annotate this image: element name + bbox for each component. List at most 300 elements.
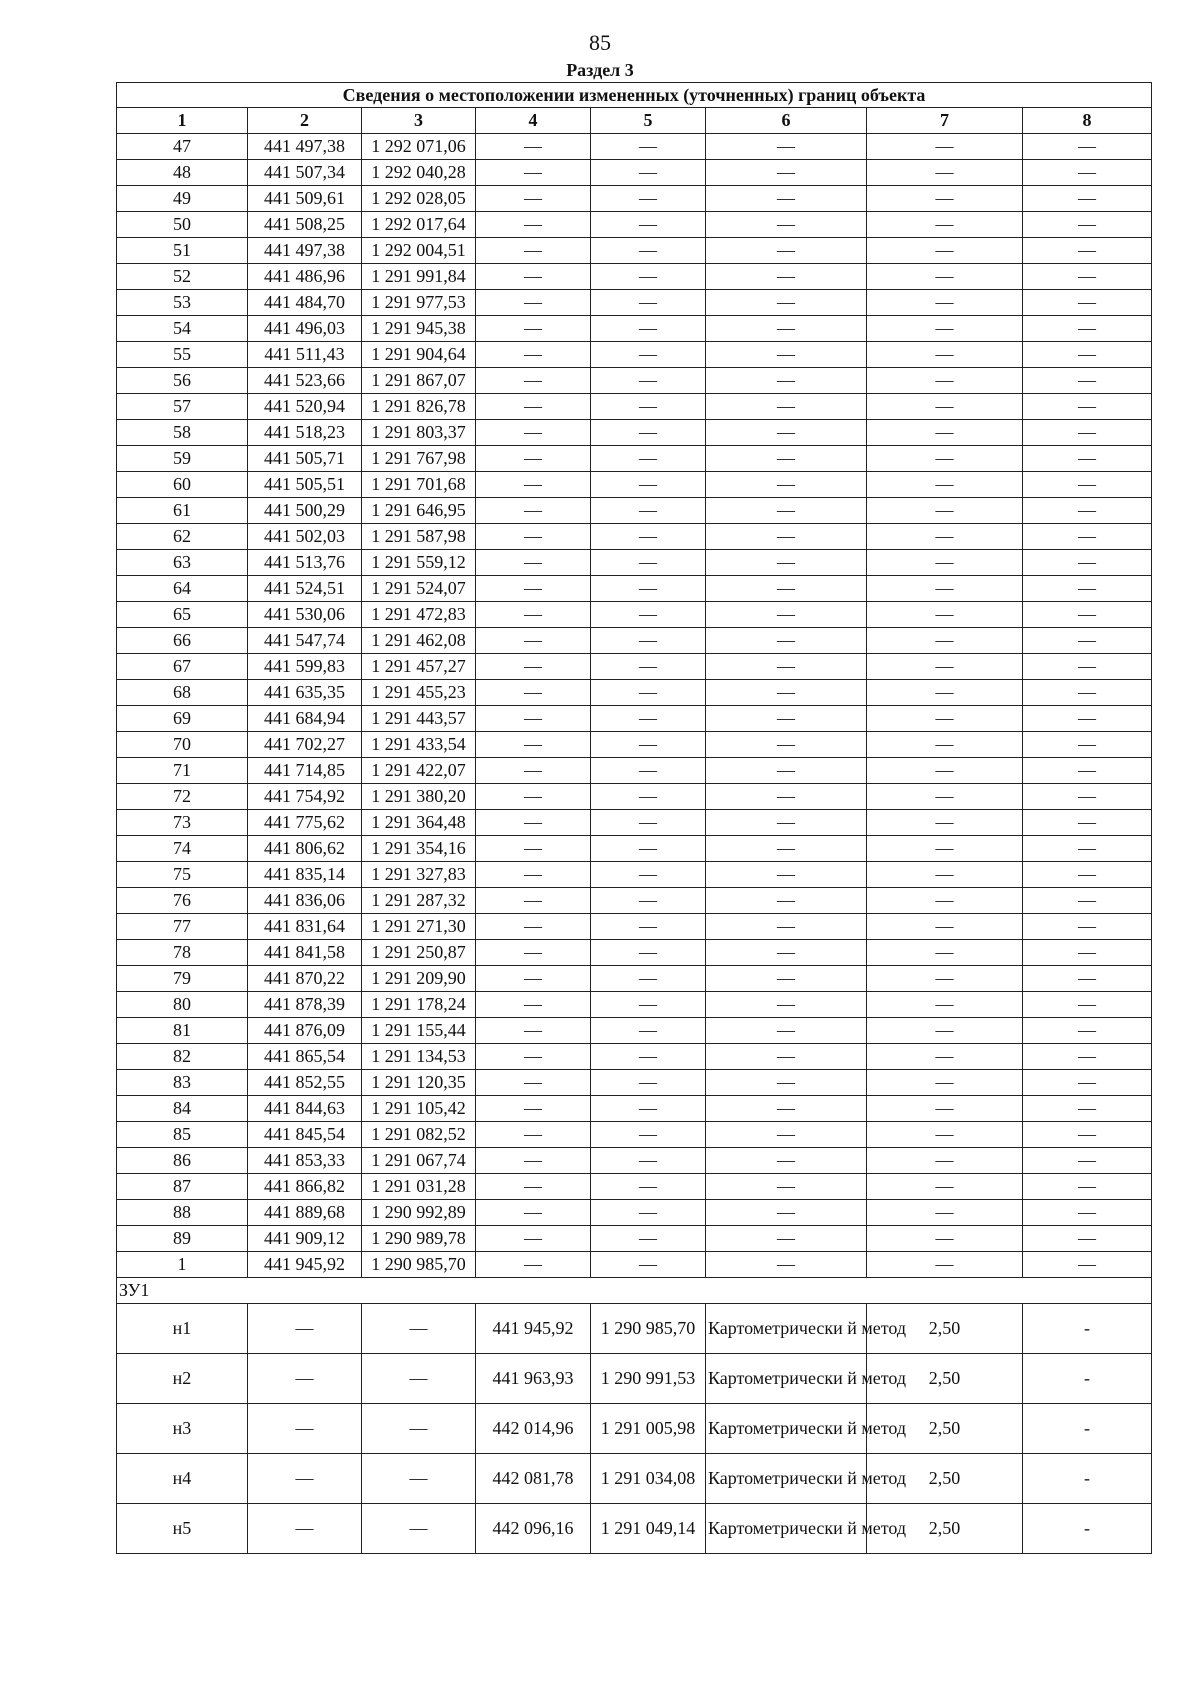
table-cell: 2,50 [867, 1304, 1023, 1354]
table-cell: — [867, 888, 1023, 914]
table-cell: — [1023, 836, 1152, 862]
table-cell: — [591, 810, 706, 836]
table-cell: 1 292 004,51 [362, 238, 476, 264]
table-cell: 87 [117, 1174, 248, 1200]
table-cell: — [591, 732, 706, 758]
table-cell: 441 963,93 [476, 1354, 591, 1404]
table-cell: 1 291 646,95 [362, 498, 476, 524]
table-cell: 441 513,76 [248, 550, 362, 576]
table-cell: 441 511,43 [248, 342, 362, 368]
table-cell: — [1023, 238, 1152, 264]
table-row [117, 758, 1152, 784]
table-cell: — [362, 1304, 476, 1354]
table-cell: — [1023, 654, 1152, 680]
table-cell: — [706, 1122, 867, 1148]
table-cell: — [1023, 992, 1152, 1018]
table-cell: 77 [117, 914, 248, 940]
table-cell: — [1023, 784, 1152, 810]
table-cell: — [1023, 290, 1152, 316]
table-cell: 441 547,74 [248, 628, 362, 654]
table-cell: — [1023, 914, 1152, 940]
table-cell: — [248, 1504, 362, 1554]
table-cell: — [248, 1454, 362, 1504]
group-row [117, 1278, 1152, 1304]
table-cell: 441 865,54 [248, 1044, 362, 1070]
table-cell: — [591, 1174, 706, 1200]
table-cell: — [706, 446, 867, 472]
table-cell: — [706, 1148, 867, 1174]
table-cell: — [1023, 264, 1152, 290]
column-number: 6 [706, 108, 867, 134]
table-cell: — [706, 628, 867, 654]
table-row [117, 160, 1152, 186]
column-number: 2 [248, 108, 362, 134]
table-cell: 2,50 [867, 1454, 1023, 1504]
table-cell: — [706, 706, 867, 732]
table-cell: — [591, 1070, 706, 1096]
table-cell: 441 599,83 [248, 654, 362, 680]
table-row [117, 420, 1152, 446]
table-cell: 2,50 [867, 1354, 1023, 1404]
table-cell: 1 292 071,06 [362, 134, 476, 160]
table-row [117, 836, 1152, 862]
table-cell: — [867, 862, 1023, 888]
table-row [117, 1252, 1152, 1278]
table-cell: — [706, 160, 867, 186]
table-row [117, 238, 1152, 264]
table-cell: — [706, 472, 867, 498]
table-cell: — [476, 1096, 591, 1122]
table-cell: — [591, 446, 706, 472]
table-cell: — [476, 316, 591, 342]
table-cell: — [706, 602, 867, 628]
table-cell: — [476, 706, 591, 732]
table-cell: — [591, 602, 706, 628]
table-cell: — [476, 654, 591, 680]
table-cell: 85 [117, 1122, 248, 1148]
table-cell: — [476, 810, 591, 836]
table-cell: — [867, 1096, 1023, 1122]
table-cell: — [867, 758, 1023, 784]
table-cell: — [591, 186, 706, 212]
table-cell: 441 870,22 [248, 966, 362, 992]
table-row [117, 862, 1152, 888]
table-cell: — [591, 472, 706, 498]
table-cell: — [362, 1504, 476, 1554]
table-cell: — [867, 524, 1023, 550]
table-cell: — [867, 706, 1023, 732]
table-cell: — [476, 758, 591, 784]
table-row [117, 472, 1152, 498]
table-cell: — [476, 784, 591, 810]
table-cell: — [706, 836, 867, 862]
table-cell: — [591, 550, 706, 576]
table-cell: — [1023, 498, 1152, 524]
table-row [117, 1200, 1152, 1226]
table-cell: 1 291 457,27 [362, 654, 476, 680]
table-cell: — [706, 264, 867, 290]
table-cell: н1 [117, 1304, 248, 1354]
table-cell: — [867, 784, 1023, 810]
table-cell: 441 835,14 [248, 862, 362, 888]
table-cell: 86 [117, 1148, 248, 1174]
table-cell: — [248, 1354, 362, 1404]
table-cell: — [1023, 706, 1152, 732]
table-cell: — [706, 420, 867, 446]
table-cell: 1 292 040,28 [362, 160, 476, 186]
table-cell: н2 [117, 1354, 248, 1404]
table-cell: — [476, 1044, 591, 1070]
table-cell: 61 [117, 498, 248, 524]
table-cell: 1 291 422,07 [362, 758, 476, 784]
table-cell: — [476, 472, 591, 498]
table-cell: — [591, 940, 706, 966]
table-cell: — [706, 654, 867, 680]
table-cell: 1 292 017,64 [362, 212, 476, 238]
table-cell: 1 291 034,08 [591, 1454, 706, 1504]
table-cell: 1 291 559,12 [362, 550, 476, 576]
table-cell: 441 866,82 [248, 1174, 362, 1200]
table-cell: — [1023, 628, 1152, 654]
table-cell: 1 291 005,98 [591, 1404, 706, 1454]
table-cell: — [867, 160, 1023, 186]
table-cell: 1 291 067,74 [362, 1148, 476, 1174]
table-cell: — [591, 368, 706, 394]
table-cell: — [706, 1018, 867, 1044]
table-row [117, 1070, 1152, 1096]
table-cell: н3 [117, 1404, 248, 1454]
table-cell: — [1023, 680, 1152, 706]
table-cell: — [476, 836, 591, 862]
table-cell: — [476, 160, 591, 186]
table-cell: — [591, 1252, 706, 1278]
table-cell: н4 [117, 1454, 248, 1504]
table-cell: 58 [117, 420, 248, 446]
table-cell: — [476, 576, 591, 602]
table-cell: — [706, 1174, 867, 1200]
table-row [117, 1018, 1152, 1044]
table-cell: — [867, 368, 1023, 394]
table-cell: 1 290 992,89 [362, 1200, 476, 1226]
table-cell: — [706, 732, 867, 758]
table-cell: — [867, 212, 1023, 238]
table-row [117, 706, 1152, 732]
table-cell: — [476, 290, 591, 316]
table-cell: — [591, 212, 706, 238]
table-cell: — [591, 862, 706, 888]
table-cell: — [1023, 940, 1152, 966]
table-cell: — [362, 1354, 476, 1404]
table-cell: — [1023, 1252, 1152, 1278]
table-cell: 441 507,34 [248, 160, 362, 186]
table-cell: — [706, 992, 867, 1018]
table-cell: — [867, 1122, 1023, 1148]
table-cell: 1 291 287,32 [362, 888, 476, 914]
table-cell: 1 291 364,48 [362, 810, 476, 836]
table-cell: 441 523,66 [248, 368, 362, 394]
table-cell: 441 505,51 [248, 472, 362, 498]
table-cell: 442 096,16 [476, 1504, 591, 1554]
table-cell: — [867, 1252, 1023, 1278]
table-cell: — [1023, 368, 1152, 394]
table-caption-row [117, 83, 1152, 108]
table-cell: - [1023, 1404, 1152, 1454]
group-section [117, 1278, 1152, 1304]
table-cell: — [867, 290, 1023, 316]
table-cell: 441 806,62 [248, 836, 362, 862]
table-cell: — [706, 342, 867, 368]
table-cell: — [476, 992, 591, 1018]
table-cell: 67 [117, 654, 248, 680]
table-cell: 81 [117, 1018, 248, 1044]
table-cell: — [1023, 550, 1152, 576]
table-cell: — [476, 602, 591, 628]
table-row [117, 1454, 1152, 1504]
table-row [117, 446, 1152, 472]
table-cell: — [706, 186, 867, 212]
table-cell: Картометрически й метод [706, 1304, 867, 1354]
table-cell: — [867, 264, 1023, 290]
table-cell: 441 505,71 [248, 446, 362, 472]
table-cell: — [867, 394, 1023, 420]
table-cell: — [591, 134, 706, 160]
table-cell: — [591, 498, 706, 524]
table-cell: 1 291 455,23 [362, 680, 476, 706]
table-cell: — [867, 940, 1023, 966]
table-cell: 82 [117, 1044, 248, 1070]
table-cell: — [476, 498, 591, 524]
table-cell: 1 291 945,38 [362, 316, 476, 342]
table-cell: — [706, 1226, 867, 1252]
table-row [117, 1226, 1152, 1252]
table-row [117, 290, 1152, 316]
table-cell: 441 945,92 [248, 1252, 362, 1278]
table-cell: — [1023, 212, 1152, 238]
table-cell: — [706, 1200, 867, 1226]
table-cell: 441 496,03 [248, 316, 362, 342]
table-cell: 57 [117, 394, 248, 420]
table-cell: 441 852,55 [248, 1070, 362, 1096]
table-cell: 1 291 082,52 [362, 1122, 476, 1148]
table-cell: 1 291 867,07 [362, 368, 476, 394]
table-cell: 441 509,61 [248, 186, 362, 212]
table-cell: — [867, 1226, 1023, 1252]
table-cell: 1 291 105,42 [362, 1096, 476, 1122]
table-cell: 1 291 031,28 [362, 1174, 476, 1200]
table-cell: 1 291 462,08 [362, 628, 476, 654]
table-cell: — [1023, 966, 1152, 992]
table-cell: — [476, 550, 591, 576]
table-cell: — [867, 576, 1023, 602]
table-cell: — [476, 940, 591, 966]
table-cell: 1 291 354,16 [362, 836, 476, 862]
table-cell: 1 290 991,53 [591, 1354, 706, 1404]
section-title: Раздел 3 [566, 60, 634, 80]
table-cell: 441 520,94 [248, 394, 362, 420]
column-number: 8 [1023, 108, 1152, 134]
table-cell: — [476, 1226, 591, 1252]
table-cell: 441 484,70 [248, 290, 362, 316]
table-cell: 441 497,38 [248, 238, 362, 264]
table-cell: — [362, 1454, 476, 1504]
table-row [117, 394, 1152, 420]
group-label: ЗУ1 [117, 1278, 1152, 1304]
table-cell: 49 [117, 186, 248, 212]
table-row [117, 342, 1152, 368]
boundary-table [116, 82, 1152, 1554]
table-cell: 65 [117, 602, 248, 628]
table-cell: — [1023, 134, 1152, 160]
table-row [117, 1122, 1152, 1148]
table-cell: 76 [117, 888, 248, 914]
table-cell: 1 291 587,98 [362, 524, 476, 550]
table-cell: 71 [117, 758, 248, 784]
table-cell: — [867, 1018, 1023, 1044]
table-cell: — [591, 706, 706, 732]
table-cell: — [1023, 1226, 1152, 1252]
table-cell: — [867, 1174, 1023, 1200]
table-cell: 1 291 977,53 [362, 290, 476, 316]
table-cell: 52 [117, 264, 248, 290]
table-cell: — [1023, 186, 1152, 212]
table-cell: — [867, 316, 1023, 342]
table-cell: — [706, 134, 867, 160]
table-cell: — [867, 420, 1023, 446]
table-cell: Картометрически й метод [706, 1354, 867, 1404]
table-cell: — [591, 680, 706, 706]
table-cell: — [1023, 160, 1152, 186]
table-cell: 51 [117, 238, 248, 264]
table-row [117, 1404, 1152, 1454]
table-row [117, 680, 1152, 706]
table-row [117, 186, 1152, 212]
table-row [117, 498, 1152, 524]
table-cell: — [867, 342, 1023, 368]
table-cell: — [867, 602, 1023, 628]
table-cell: — [867, 914, 1023, 940]
table-cell: 1 291 472,83 [362, 602, 476, 628]
table-cell: — [476, 368, 591, 394]
table-cell: — [867, 446, 1023, 472]
table-cell: — [591, 1122, 706, 1148]
table-cell: 63 [117, 550, 248, 576]
table-row [117, 368, 1152, 394]
table-cell: 441 502,03 [248, 524, 362, 550]
table-cell: — [476, 212, 591, 238]
table-cell: 1 291 209,90 [362, 966, 476, 992]
table-cell: 441 945,92 [476, 1304, 591, 1354]
table-cell: — [476, 862, 591, 888]
table-cell: — [706, 758, 867, 784]
table-cell: 89 [117, 1226, 248, 1252]
table-row [117, 134, 1152, 160]
table-cell: 74 [117, 836, 248, 862]
table-cell: — [706, 498, 867, 524]
table-row [117, 888, 1152, 914]
table-cell: 70 [117, 732, 248, 758]
table-cell: — [1023, 420, 1152, 446]
column-number: 4 [476, 108, 591, 134]
table-cell: — [476, 888, 591, 914]
table-cell: 64 [117, 576, 248, 602]
table-cell: 441 889,68 [248, 1200, 362, 1226]
table-cell: — [706, 212, 867, 238]
table-cell: — [476, 342, 591, 368]
table-cell: 441 702,27 [248, 732, 362, 758]
table-cell: 441 836,06 [248, 888, 362, 914]
table-cell: 441 714,85 [248, 758, 362, 784]
column-number-row [117, 108, 1152, 134]
table-row [117, 784, 1152, 810]
table-cell: 1 291 524,07 [362, 576, 476, 602]
table-cell: — [476, 1174, 591, 1200]
table-cell: 1 290 985,70 [362, 1252, 476, 1278]
table-cell: — [867, 628, 1023, 654]
table-cell: 79 [117, 966, 248, 992]
table-cell: - [1023, 1304, 1152, 1354]
table-cell: — [476, 1122, 591, 1148]
table-cell: — [248, 1304, 362, 1354]
table-cell: — [1023, 1148, 1152, 1174]
table-row [117, 1304, 1152, 1354]
table-cell: — [706, 1096, 867, 1122]
table-cell: 441 486,96 [248, 264, 362, 290]
table-row [117, 1148, 1152, 1174]
table-cell: — [248, 1404, 362, 1454]
table-caption: Сведения о местоположении измененных (уточненных) границ объекта [117, 83, 1152, 108]
table-cell: — [706, 966, 867, 992]
table-cell: — [1023, 1200, 1152, 1226]
table-cell: — [1023, 862, 1152, 888]
table-cell: 62 [117, 524, 248, 550]
table-cell: 441 844,63 [248, 1096, 362, 1122]
table-cell: — [591, 992, 706, 1018]
table-cell: 1 291 049,14 [591, 1504, 706, 1554]
table-cell: — [867, 498, 1023, 524]
table-cell: — [591, 160, 706, 186]
table-cell: Картометрически й метод [706, 1504, 867, 1554]
table-cell: — [591, 1096, 706, 1122]
table-cell: 1 291 327,83 [362, 862, 476, 888]
table-row [117, 914, 1152, 940]
table-cell: — [706, 316, 867, 342]
table-cell: 1 291 904,64 [362, 342, 476, 368]
table-cell: 441 530,06 [248, 602, 362, 628]
table-cell: — [476, 264, 591, 290]
table-cell: 1 291 380,20 [362, 784, 476, 810]
table-cell: 88 [117, 1200, 248, 1226]
table-cell: — [706, 888, 867, 914]
table-cell: 1 291 701,68 [362, 472, 476, 498]
table-cell: — [867, 654, 1023, 680]
table-cell: 441 878,39 [248, 992, 362, 1018]
table-cell: — [706, 784, 867, 810]
table-cell: — [591, 836, 706, 862]
table-cell: — [591, 654, 706, 680]
table-cell: 66 [117, 628, 248, 654]
table-cell: 78 [117, 940, 248, 966]
table-cell: — [706, 810, 867, 836]
table-cell: — [476, 446, 591, 472]
table-cell: — [591, 290, 706, 316]
table-cell: - [1023, 1354, 1152, 1404]
table-row [117, 992, 1152, 1018]
table-row [117, 1504, 1152, 1554]
table-cell: — [706, 524, 867, 550]
table-cell: 1 291 155,44 [362, 1018, 476, 1044]
table-cell: — [1023, 888, 1152, 914]
table-cell: — [867, 680, 1023, 706]
